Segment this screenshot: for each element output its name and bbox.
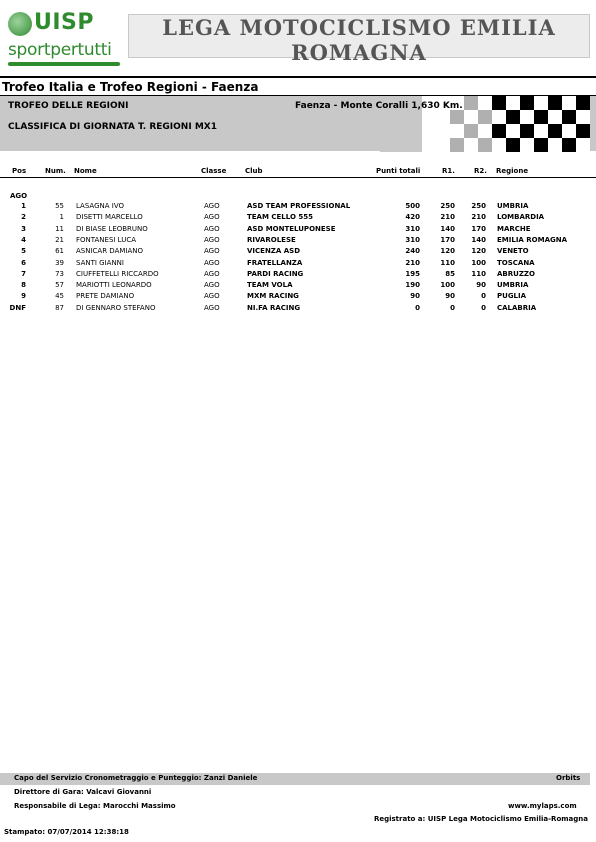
cell-pos: 8 bbox=[21, 281, 26, 290]
cell-classe: AGO bbox=[204, 213, 220, 222]
flag-square bbox=[394, 124, 408, 138]
footer-race-director: Direttore di Gara: Valcavi Giovanni bbox=[14, 788, 152, 796]
flag-square bbox=[576, 138, 590, 152]
cell-name: DI BIASE LEOBRUNO bbox=[76, 224, 148, 233]
flag-square bbox=[464, 124, 478, 138]
cell-r1: 0 bbox=[450, 303, 455, 312]
flag-square bbox=[408, 124, 422, 138]
org-title: LEGA MOTOCICLISMO EMILIA ROMAGNA bbox=[162, 15, 556, 65]
flag-square bbox=[506, 110, 520, 124]
cell-r1: 100 bbox=[440, 281, 455, 290]
table-row bbox=[0, 258, 596, 269]
flag-square bbox=[422, 110, 436, 124]
table-row bbox=[0, 201, 596, 212]
cell-r2: 0 bbox=[481, 292, 486, 301]
event-title: Trofeo Italia e Trofeo Regioni - Faenza bbox=[2, 80, 259, 94]
cell-r2: 210 bbox=[471, 213, 486, 222]
cell-punti: 90 bbox=[410, 292, 420, 301]
cell-punti: 0 bbox=[415, 303, 420, 312]
flag-square bbox=[506, 138, 520, 152]
cell-regione: ABRUZZO bbox=[497, 269, 535, 278]
cell-regione: VENETO bbox=[497, 247, 529, 256]
cell-r2: 0 bbox=[481, 303, 486, 312]
flag-square bbox=[478, 138, 492, 152]
flag-square bbox=[408, 110, 422, 124]
cell-num: 45 bbox=[55, 292, 64, 301]
cell-r2: 110 bbox=[471, 269, 486, 278]
cell-r1: 90 bbox=[445, 292, 455, 301]
flag-square bbox=[492, 124, 506, 138]
cell-name: LASAGNA IVO bbox=[76, 202, 125, 210]
cell-pos: 1 bbox=[21, 202, 26, 210]
flag-square bbox=[576, 96, 590, 110]
cell-classe: AGO bbox=[204, 235, 220, 244]
flag-square bbox=[422, 138, 436, 152]
cell-r2: 90 bbox=[476, 281, 486, 290]
col-header-regione: Regione bbox=[496, 167, 529, 175]
cell-club: PARDI RACING bbox=[247, 269, 304, 278]
cell-name: PRETE DAMIANO bbox=[76, 292, 135, 301]
globe-icon bbox=[8, 12, 32, 36]
cell-punti: 195 bbox=[405, 269, 420, 278]
logo-underline bbox=[8, 62, 120, 66]
cell-regione: UMBRIA bbox=[497, 281, 529, 290]
cell-pos: 3 bbox=[21, 224, 26, 233]
page-header bbox=[0, 0, 596, 70]
cell-club: FRATELLANZA bbox=[247, 258, 303, 267]
table-row bbox=[0, 224, 596, 235]
cell-r1: 140 bbox=[440, 224, 455, 233]
footer-website: www.mylaps.com bbox=[508, 802, 577, 810]
flag-square bbox=[436, 138, 450, 152]
flag-square bbox=[478, 110, 492, 124]
flag-square bbox=[576, 110, 590, 124]
cell-regione: TOSCANA bbox=[497, 258, 535, 267]
cell-name: DISETTI MARCELLO bbox=[76, 213, 143, 222]
col-header-classe: Classe bbox=[201, 167, 227, 175]
table-row bbox=[0, 280, 596, 291]
flag-square bbox=[548, 96, 562, 110]
footer-registration: Registrato a: UISP Lega Motociclismo Emilia-Romagna bbox=[373, 815, 588, 823]
cell-regione: CALABRIA bbox=[497, 303, 537, 312]
cell-pos: DNF bbox=[9, 303, 26, 312]
flag-square bbox=[408, 138, 422, 152]
col-header-r2: R2. bbox=[474, 167, 487, 175]
cell-num: 39 bbox=[55, 258, 64, 267]
cell-regione: MARCHE bbox=[497, 224, 531, 233]
cell-r1: 210 bbox=[440, 213, 455, 222]
cell-classe: AGO bbox=[204, 258, 220, 267]
col-header-num: Num. bbox=[45, 167, 66, 175]
footer-league-responsible: Responsabile di Lega: Marocchi Massimo bbox=[14, 802, 176, 810]
cell-classe: AGO bbox=[204, 303, 220, 312]
col-header-name: Nome bbox=[74, 167, 97, 175]
cell-name: ASNICAR DAMIANO bbox=[76, 247, 143, 256]
cell-num: 21 bbox=[55, 235, 64, 244]
cell-r1: 250 bbox=[440, 202, 455, 210]
race-name: TROFEO DELLE REGIONI bbox=[8, 101, 129, 111]
race-classification: CLASSIFICA DI GIORNATA T. REGIONI MX1 bbox=[8, 122, 217, 132]
flag-square bbox=[464, 110, 478, 124]
cell-num: 73 bbox=[55, 269, 64, 278]
table-row bbox=[0, 269, 596, 280]
flag-square bbox=[450, 138, 464, 152]
cell-regione: LOMBARDIA bbox=[497, 213, 545, 222]
cell-classe: AGO bbox=[204, 224, 220, 233]
flag-square bbox=[520, 110, 534, 124]
flag-square bbox=[478, 96, 492, 110]
flag-square bbox=[562, 138, 576, 152]
uisp-logo bbox=[4, 6, 116, 64]
flag-square bbox=[548, 110, 562, 124]
footer-print-stamp: Stampato: 07/07/2014 12:38:18 bbox=[4, 828, 129, 836]
cell-club: VICENZA ASD bbox=[247, 247, 300, 256]
header-divider bbox=[0, 76, 596, 78]
cell-classe: AGO bbox=[204, 202, 220, 210]
flag-square bbox=[422, 124, 436, 138]
flag-square bbox=[520, 124, 534, 138]
table-row bbox=[0, 212, 596, 223]
flag-square bbox=[548, 124, 562, 138]
flag-square bbox=[450, 124, 464, 138]
flag-square bbox=[562, 124, 576, 138]
flag-square bbox=[464, 138, 478, 152]
flag-square bbox=[492, 110, 506, 124]
cell-r1: 170 bbox=[440, 235, 455, 244]
cell-regione: EMILIA ROMAGNA bbox=[497, 235, 568, 244]
cell-regione: PUGLIA bbox=[497, 292, 527, 301]
flag-square bbox=[562, 96, 576, 110]
cell-num: 1 bbox=[59, 213, 64, 222]
cell-classe: AGO bbox=[204, 281, 220, 290]
cell-club: ASD TEAM PROFESSIONAL bbox=[247, 202, 351, 210]
flag-square bbox=[464, 96, 478, 110]
flag-square bbox=[492, 138, 506, 152]
cell-name: DI GENNARO STEFANO bbox=[76, 303, 156, 312]
table-row bbox=[0, 303, 596, 314]
cell-regione: UMBRIA bbox=[497, 202, 529, 210]
cell-classe: AGO bbox=[204, 247, 220, 256]
race-venue: Faenza - Monte Coralli 1,630 Km. bbox=[295, 101, 463, 111]
cell-r1: 85 bbox=[445, 269, 455, 278]
flag-square bbox=[478, 124, 492, 138]
flag-square bbox=[394, 110, 408, 124]
footer-brand: Orbits bbox=[556, 774, 581, 782]
cell-classe: AGO bbox=[204, 269, 220, 278]
cell-r2: 140 bbox=[471, 235, 486, 244]
class-group-label: AGO bbox=[10, 192, 28, 200]
cell-club: TEAM CELLO 555 bbox=[247, 213, 313, 222]
cell-num: 57 bbox=[55, 281, 64, 290]
flag-square bbox=[562, 110, 576, 124]
flag-square bbox=[506, 96, 520, 110]
cell-r1: 110 bbox=[440, 258, 455, 267]
cell-punti: 210 bbox=[405, 258, 420, 267]
table-row bbox=[0, 291, 596, 302]
org-banner bbox=[128, 14, 590, 65]
flag-square bbox=[394, 138, 408, 152]
cell-pos: 7 bbox=[21, 269, 26, 278]
cell-name: SANTI GIANNI bbox=[76, 258, 124, 267]
cell-num: 11 bbox=[55, 224, 64, 233]
flag-square bbox=[548, 138, 562, 152]
logo-wordmark: UISP bbox=[34, 10, 95, 35]
cell-classe: AGO bbox=[204, 292, 220, 301]
flag-square bbox=[380, 110, 394, 124]
cell-pos: 2 bbox=[21, 213, 26, 222]
flag-square bbox=[520, 138, 534, 152]
cell-num: 55 bbox=[55, 202, 64, 210]
table-row bbox=[0, 246, 596, 257]
cell-pos: 5 bbox=[21, 247, 26, 256]
cell-num: 87 bbox=[55, 303, 64, 312]
flag-square bbox=[380, 138, 394, 152]
cell-pos: 6 bbox=[21, 258, 26, 267]
cell-pos: 4 bbox=[21, 235, 26, 244]
cell-club: RIVAROLESE bbox=[247, 235, 296, 244]
flag-square bbox=[534, 138, 548, 152]
cell-r1: 120 bbox=[440, 247, 455, 256]
cell-club: ASD MONTELUPONESE bbox=[247, 224, 336, 233]
cell-punti: 190 bbox=[405, 281, 420, 290]
cell-club: MXM RACING bbox=[247, 292, 299, 301]
cell-name: MARIOTTI LEONARDO bbox=[76, 281, 152, 290]
flag-square bbox=[450, 110, 464, 124]
cell-r2: 100 bbox=[471, 258, 486, 267]
flag-square bbox=[534, 124, 548, 138]
col-header-club: Club bbox=[245, 167, 263, 175]
cell-punti: 240 bbox=[405, 247, 420, 256]
cell-club: TEAM VOLA bbox=[247, 281, 293, 290]
cell-name: CIUFFETELLI RICCARDO bbox=[76, 269, 159, 278]
flag-square bbox=[534, 96, 548, 110]
footer-registration-clip bbox=[372, 815, 592, 825]
flag-square bbox=[380, 124, 394, 138]
flag-square bbox=[534, 110, 548, 124]
table-header-divider bbox=[0, 177, 596, 178]
col-header-pos: Pos bbox=[12, 167, 27, 175]
cell-punti: 500 bbox=[405, 202, 420, 210]
cell-r2: 170 bbox=[471, 224, 486, 233]
col-header-punti: Punti totali bbox=[376, 167, 421, 175]
cell-name: FONTANESI LUCA bbox=[76, 235, 137, 244]
flag-square bbox=[492, 96, 506, 110]
flag-square bbox=[520, 96, 534, 110]
flag-square bbox=[436, 110, 450, 124]
flag-square bbox=[576, 124, 590, 138]
cell-r2: 250 bbox=[471, 202, 486, 210]
cell-num: 61 bbox=[55, 247, 64, 256]
cell-punti: 310 bbox=[405, 224, 420, 233]
flag-square bbox=[436, 124, 450, 138]
cell-punti: 420 bbox=[405, 213, 420, 222]
cell-pos: 9 bbox=[21, 292, 26, 301]
cell-r2: 120 bbox=[471, 247, 486, 256]
footer-chief-timekeeper: Capo del Servizio Cronometraggio e Punteggio: Zanzi Daniele bbox=[14, 774, 258, 782]
col-header-r1: R1. bbox=[442, 167, 455, 175]
logo-tagline: sportpertutti bbox=[8, 40, 112, 60]
table-row bbox=[0, 235, 596, 246]
flag-square bbox=[506, 124, 520, 138]
cell-punti: 310 bbox=[405, 235, 420, 244]
cell-club: NI.FA RACING bbox=[247, 303, 301, 312]
